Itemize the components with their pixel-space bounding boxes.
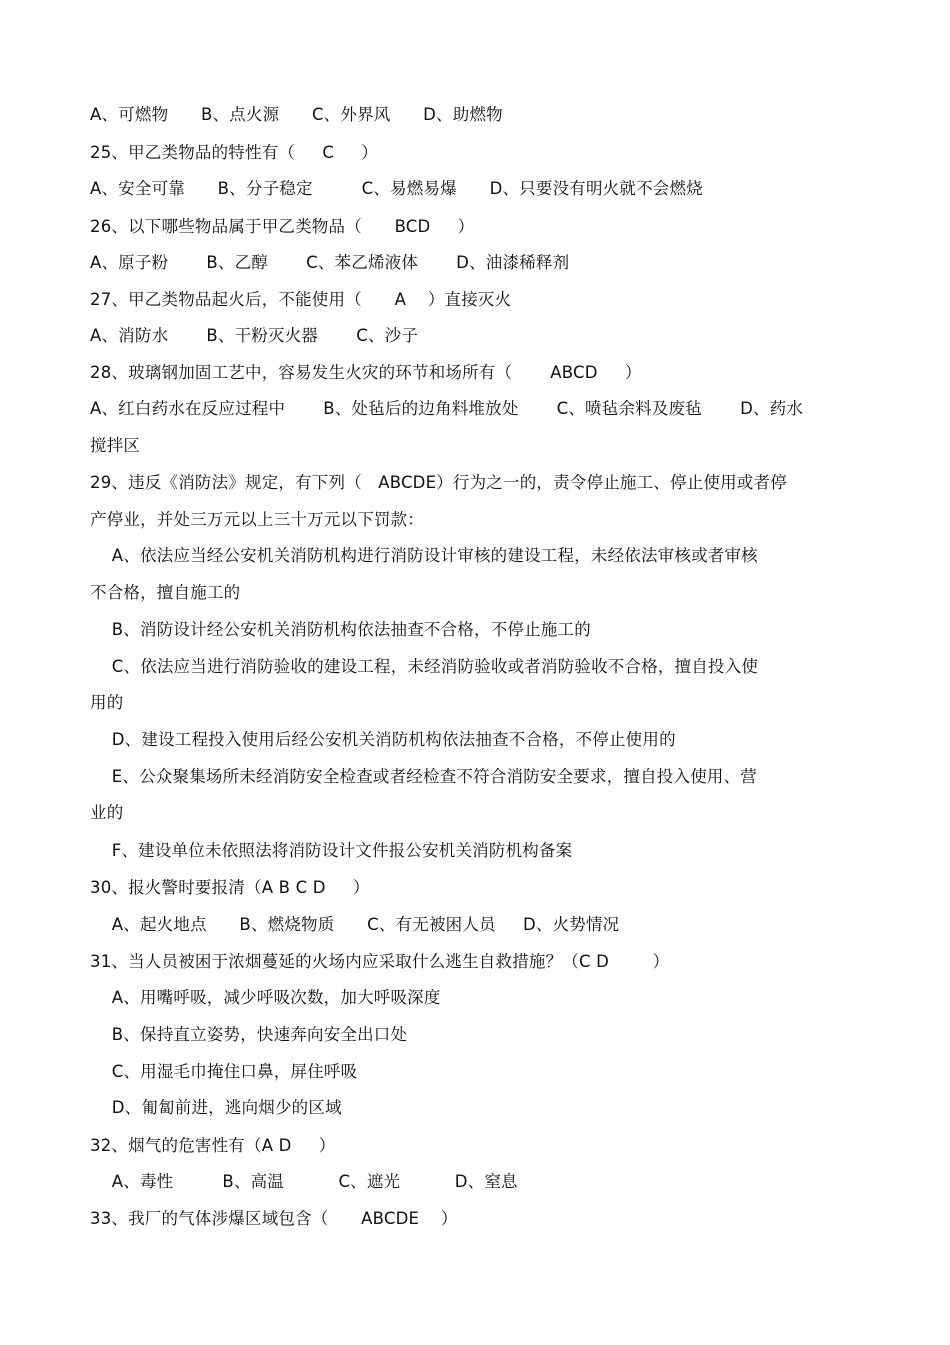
option-29e: E、公众聚集场所未经消防安全检查或者经检查不符合消防安全要求，擅自投入使用、营 — [90, 767, 758, 786]
option-31a: A、用嘴呼吸，减少呼吸次数，加大呼吸深度 — [90, 988, 441, 1007]
option-29e-cont: 业的 — [90, 803, 124, 822]
question-26: 26、以下哪些物品属于甲乙类物品（ BCD ） — [90, 217, 475, 236]
option-line-q30: A、起火地点 B、燃烧物质 C、有无被困人员 D、火势情况 — [90, 915, 620, 934]
option-29c-cont: 用的 — [90, 693, 124, 712]
option-line-q26: A、原子粉 B、乙醇 C、苯乙烯液体 D、油漆稀释剂 — [90, 253, 570, 272]
question-31: 31、当人员被困于浓烟蔓延的火场内应采取什么逃生自救措施？（C D ） — [90, 952, 670, 971]
option-31b: B、保持直立姿势，快速奔向安全出口处 — [90, 1025, 408, 1044]
option-31d: D、匍匐前进，逃向烟少的区域 — [90, 1098, 342, 1117]
option-line-q27: A、消防水 B、干粉灭火器 C、沙子 — [90, 326, 419, 345]
question-25: 25、甲乙类物品的特性有（ C ） — [90, 143, 378, 162]
option-line-q32: A、毒性 B、高温 C、遮光 D、窒息 — [90, 1172, 518, 1191]
option-line-q28-cont: 搅拌区 — [90, 436, 141, 455]
option-29c: C、依法应当进行消防验收的建设工程，未经消防验收或者消防验收不合格，擅自投入使 — [90, 657, 759, 676]
question-30: 30、报火警时要报清（A B C D ） — [90, 878, 370, 897]
option-29f: F、建设单位未依照法将消防设计文件报公安机关消防机构备案 — [90, 841, 573, 860]
option-29a: A、依法应当经公安机关消防机构进行消防设计审核的建设工程，未经依法审核或者审核 — [90, 546, 758, 565]
question-29: 29、违反《消防法》规定，有下列（ ABCDE）行为之一的，责令停止施工、停止使用或者停 — [90, 473, 787, 492]
option-line-q25: A、安全可靠 B、分子稳定 C、易燃易爆 D、只要没有明火就不会燃烧 — [90, 179, 703, 198]
option-line-q24: A、可燃物 B、点火源 C、外界风 D、助燃物 — [90, 105, 503, 124]
question-27: 27、甲乙类物品起火后，不能使用（ A ）直接灭火 — [90, 290, 512, 309]
option-line-q28: A、红白药水在反应过程中 B、处毡后的边角料堆放处 C、喷毡余料及废毡 D、药水 — [90, 399, 804, 418]
option-29b: B、消防设计经公安机关消防机构依法抽查不合格，不停止施工的 — [90, 620, 591, 639]
question-28: 28、玻璃钢加固工艺中，容易发生火灾的环节和场所有（ ABCD ） — [90, 363, 642, 382]
question-32: 32、烟气的危害性有（A D ） — [90, 1136, 336, 1155]
option-29a-cont: 不合格，擅自施工的 — [90, 583, 241, 602]
option-31c: C、用湿毛巾掩住口鼻，屏住呼吸 — [90, 1062, 358, 1081]
question-33: 33、我厂的气体涉爆区域包含（ ABCDE ） — [90, 1209, 458, 1228]
option-29d: D、建设工程投入使用后经公安机关消防机构依法抽查不合格，不停止使用的 — [90, 730, 676, 749]
question-29-cont: 产停业，并处三万元以上三十万元以下罚款： — [90, 510, 424, 529]
